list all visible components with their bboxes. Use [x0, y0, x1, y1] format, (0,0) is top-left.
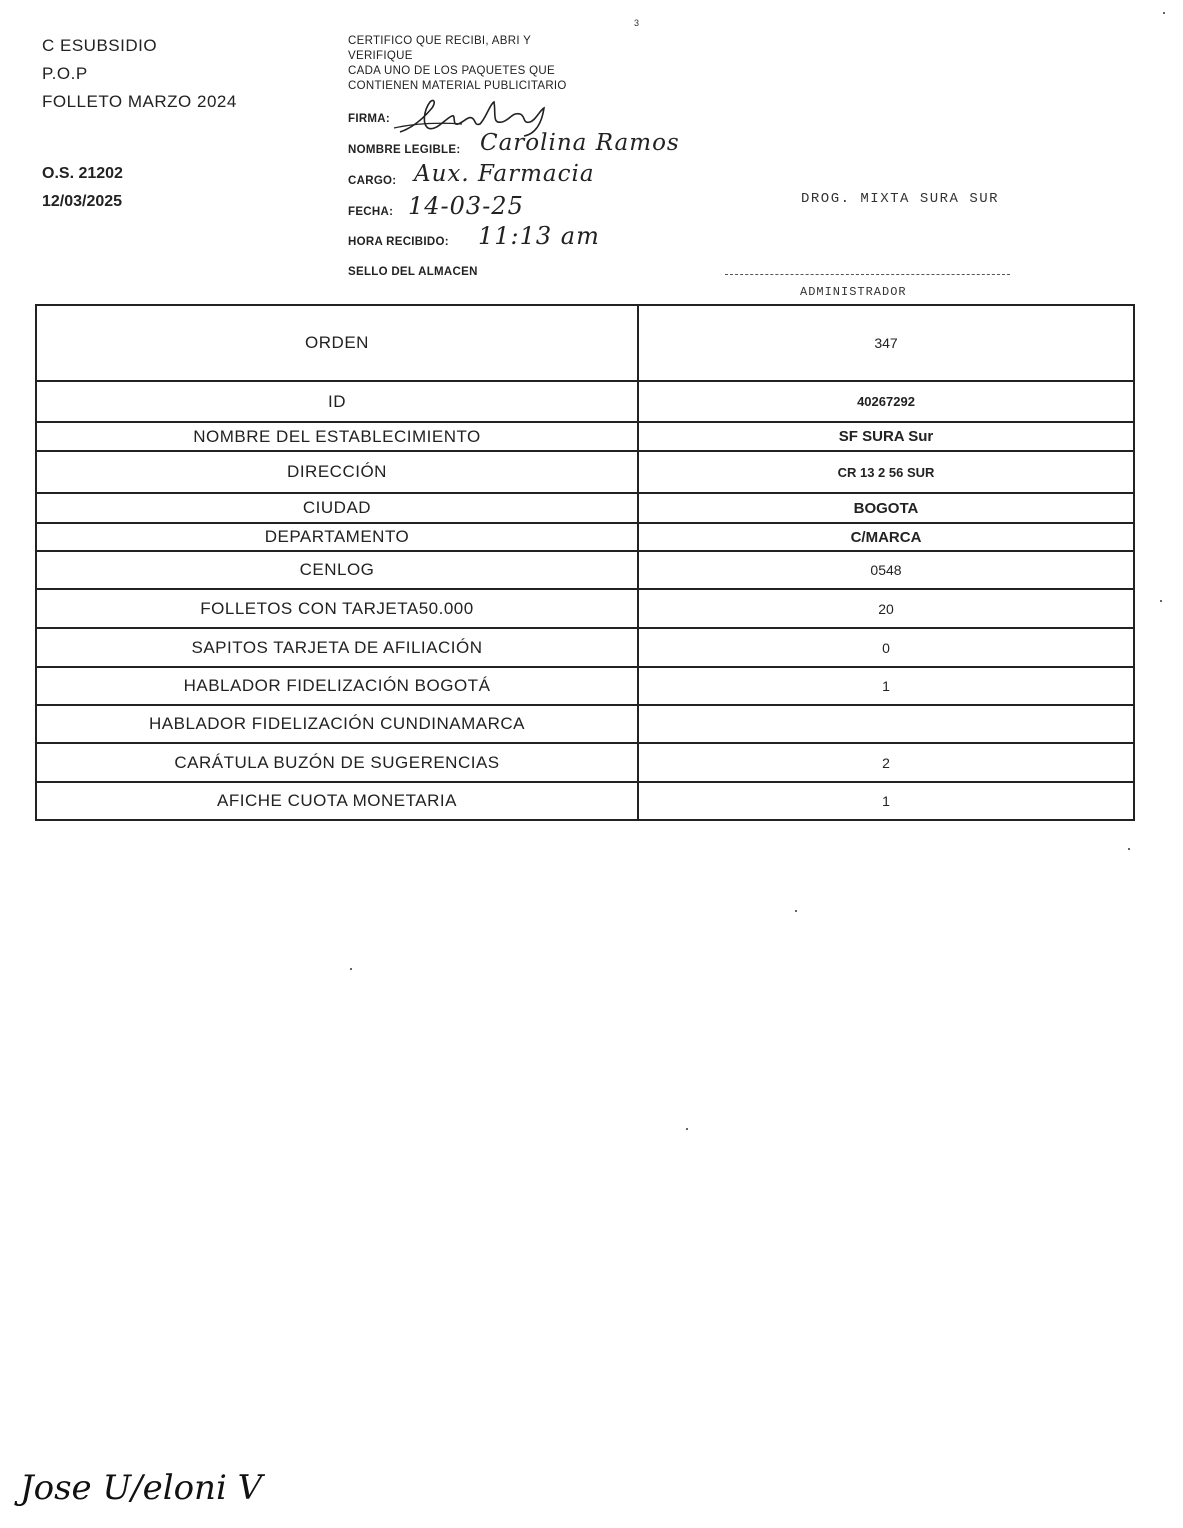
document-title: FOLLETO MARZO 2024 [42, 92, 237, 111]
certificate-line: VERIFIQUE [348, 50, 413, 62]
table-row [36, 523, 1134, 551]
scan-speck [686, 1128, 688, 1130]
row-value: 1 [638, 782, 1134, 820]
row-label: HABLADOR FIDELIZACIÓN CUNDINAMARCA [36, 705, 638, 743]
hora-label: HORA RECIBIDO: [348, 236, 449, 248]
row-value: 0548 [638, 551, 1134, 589]
sender-name: C ESUBSIDIO [42, 36, 158, 55]
row-value: 1 [638, 667, 1134, 705]
scan-speck [350, 968, 352, 970]
table-row [36, 705, 1134, 743]
delivery-table [35, 304, 1135, 821]
row-value: C/MARCA [638, 523, 1134, 551]
fecha-label: FECHA: [348, 206, 394, 218]
row-label: FOLLETOS CON TARJETA50.000 [36, 589, 638, 628]
table-row [36, 305, 1134, 381]
hora-handwritten: 11:13 am [478, 222, 600, 250]
table-row [36, 782, 1134, 820]
sender-block [42, 36, 237, 120]
scan-speck [795, 910, 797, 912]
scan-speck [1160, 600, 1162, 602]
table-row [36, 551, 1134, 589]
row-label: ORDEN [36, 305, 638, 381]
row-label: CIUDAD [36, 493, 638, 523]
stamp-store-name: DROG. MIXTA SURA SUR [801, 191, 1000, 207]
sender-type: P.O.P [42, 64, 88, 83]
page-mark: 3 [634, 18, 640, 28]
row-label: AFICHE CUOTA MONETARIA [36, 782, 638, 820]
row-label: ID [36, 381, 638, 422]
bottom-signature: Jose U/eloni V [20, 1468, 263, 1508]
row-value: 0 [638, 628, 1134, 667]
firma-label: FIRMA: [348, 113, 391, 125]
sello-label: SELLO DEL ALMACEN [348, 266, 478, 278]
row-value: 2 [638, 743, 1134, 782]
certificate-text [348, 34, 567, 94]
row-value [638, 705, 1134, 743]
table-row [36, 667, 1134, 705]
table-row [36, 493, 1134, 523]
table-row [36, 381, 1134, 422]
row-value: CR 13 2 56 SUR [638, 451, 1134, 493]
table-row [36, 743, 1134, 782]
fecha-handwritten: 14-03-25 [408, 192, 524, 220]
service-order: O.S. 21202 [42, 165, 123, 182]
certificate-line: CERTIFICO QUE RECIBI, ABRI Y [348, 35, 532, 47]
row-label: NOMBRE DEL ESTABLECIMIENTO [36, 422, 638, 451]
row-value: BOGOTA [638, 493, 1134, 523]
table-row [36, 628, 1134, 667]
row-label: HABLADOR FIDELIZACIÓN BOGOTÁ [36, 667, 638, 705]
row-label: DEPARTAMENTO [36, 523, 638, 551]
stamp-divider [725, 274, 1010, 275]
row-value: 40267292 [638, 381, 1134, 422]
certificate-line: CONTIENEN MATERIAL PUBLICITARIO [348, 80, 567, 92]
row-value: SF SURA Sur [638, 422, 1134, 451]
table-row [36, 422, 1134, 451]
row-label: SAPITOS TARJETA DE AFILIACIÓN [36, 628, 638, 667]
row-label: CARÁTULA BUZÓN DE SUGERENCIAS [36, 743, 638, 782]
cargo-handwritten: Aux. Farmacia [414, 161, 595, 187]
scan-speck [1128, 848, 1130, 850]
table-row [36, 451, 1134, 493]
certificate-line: CADA UNO DE LOS PAQUETES QUE [348, 65, 555, 77]
row-label: CENLOG [36, 551, 638, 589]
stamp-role: ADMINISTRADOR [800, 285, 907, 299]
scan-speck [1163, 12, 1165, 14]
row-value: 347 [638, 305, 1134, 381]
nombre-label: NOMBRE LEGIBLE: [348, 144, 461, 156]
table-row [36, 589, 1134, 628]
row-label: DIRECCIÓN [36, 451, 638, 493]
row-value: 20 [638, 589, 1134, 628]
order-date: 12/03/2025 [42, 193, 123, 210]
cargo-label: CARGO: [348, 175, 397, 187]
nombre-handwritten: Carolina Ramos [480, 130, 680, 156]
